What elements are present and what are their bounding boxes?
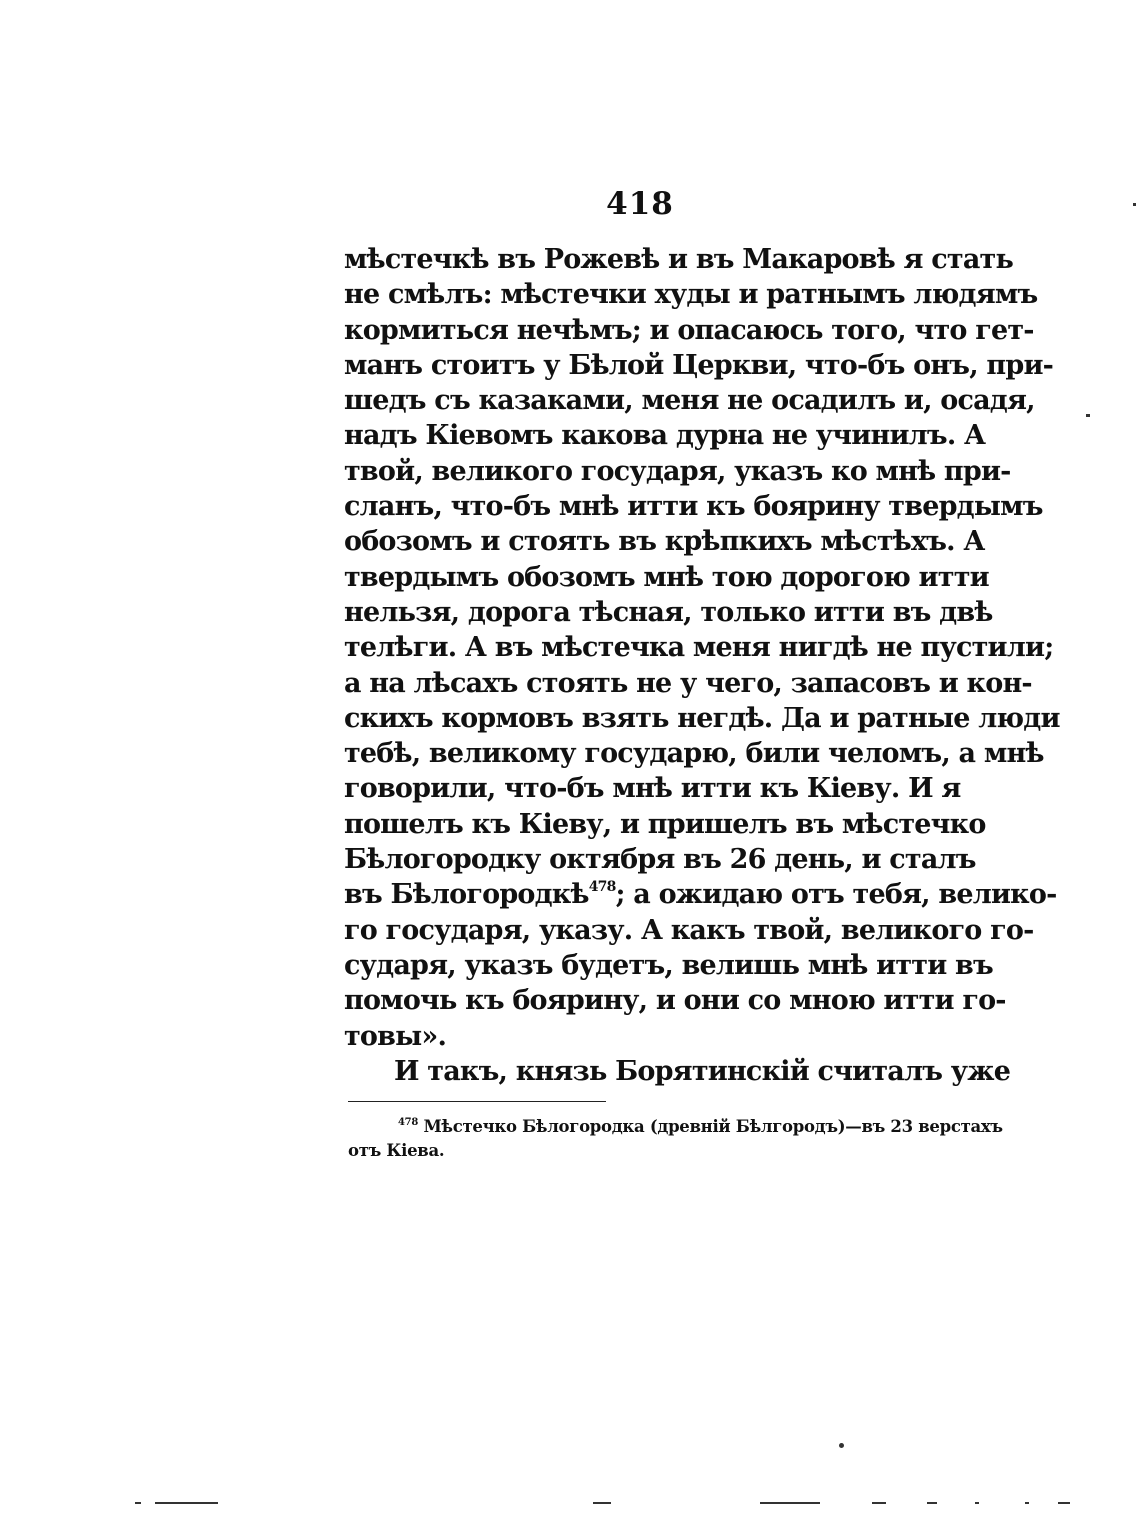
text-line: тебѣ, великому государю, били челомъ, а мнѣ (344, 738, 1044, 770)
text-line: обозомъ и стоять въ крѣпкихъ мѣстѣхъ. А (344, 526, 985, 558)
footnote-divider (348, 1101, 606, 1102)
text-line: мѣстечкѣ въ Рожевѣ и въ Макаровѣ я стать (344, 244, 1013, 275)
scan-speck (760, 1502, 820, 1504)
text-line: Бѣлогородку октября въ 26 день, и сталъ (344, 844, 976, 876)
text-line-with-note (344, 877, 1057, 912)
text-line: твой, великого государя, указъ ко мнѣ при- (344, 455, 1011, 487)
text-line: а на лѣсахъ стоять не у чего, запасовъ и кон- (344, 667, 1032, 699)
footnote-text: Мѣстечко Бѣлогородка (древній Бѣлгородъ)—въ 23 верстахъ (423, 1117, 1003, 1136)
scan-speck (1025, 1502, 1029, 1504)
footnote (348, 1115, 1003, 1163)
body-text (344, 242, 1060, 1089)
text-line: скихъ кормовъ взять негдѣ. Да и ратные люди (344, 702, 1060, 734)
footnote-marker: 478 (398, 1117, 418, 1128)
text-fragment: въ Бѣлогородкѣ (344, 879, 589, 911)
text-line: шедъ съ казаками, меня не осадилъ и, осадя, (344, 385, 1035, 417)
text-line: пошелъ къ Кіеву, и пришелъ въ мѣстечко (344, 808, 986, 840)
footnote-line (348, 1115, 1003, 1139)
scan-speck (927, 1502, 937, 1504)
text-line: товы». (344, 1020, 447, 1052)
text-line: телѣги. А въ мѣстечка меня нигдѣ не пустили; (344, 632, 1054, 664)
text-fragment: ; а ожидаю отъ тебя, велико- (615, 879, 1057, 911)
scan-speck (1058, 1502, 1070, 1504)
text-line: надъ Кіевомъ какова дурна не учинилъ. А (344, 420, 986, 452)
text-line: не смѣлъ: мѣстечки худы и ратнымъ людямъ (344, 279, 1038, 311)
scan-speck (975, 1502, 979, 1504)
paragraph-start-line: И такъ, князь Борятинскій считалъ уже (394, 1055, 1011, 1087)
scan-speck (155, 1502, 218, 1504)
page-number: 418 (606, 186, 674, 222)
text-line: сударя, указъ будетъ, велишь мнѣ итти въ (344, 949, 993, 981)
scan-speck (135, 1502, 141, 1504)
scan-speck (872, 1502, 886, 1504)
text-line: го государя, указу. А какъ твой, великого го- (344, 914, 1034, 946)
scan-speck (1086, 414, 1090, 417)
scan-speck (593, 1502, 611, 1504)
text-line: кормиться нечѣмъ; и опасаюсь того, что гет- (344, 314, 1034, 346)
text-line: манъ стоитъ у Бѣлой Церкви, что-бъ онъ, при- (344, 349, 1054, 381)
text-line: помочь къ боярину, и они со мною итти го- (344, 985, 1006, 1017)
text-line: говорили, что-бъ мнѣ итти къ Кіеву. И я (344, 773, 961, 805)
footnote-reference[interactable]: 478 (588, 879, 616, 896)
scan-speck (1133, 203, 1136, 206)
scan-speck (839, 1443, 844, 1448)
footnote-line: отъ Кіева. (348, 1141, 445, 1160)
text-line: сланъ, что-бъ мнѣ итти къ боярину твердымъ (344, 491, 1043, 523)
text-line: нельзя, дорога тѣсная, только итти въ двѣ (344, 596, 993, 628)
text-line: твердымъ обозомъ мнѣ тою дорогою итти (344, 561, 989, 593)
